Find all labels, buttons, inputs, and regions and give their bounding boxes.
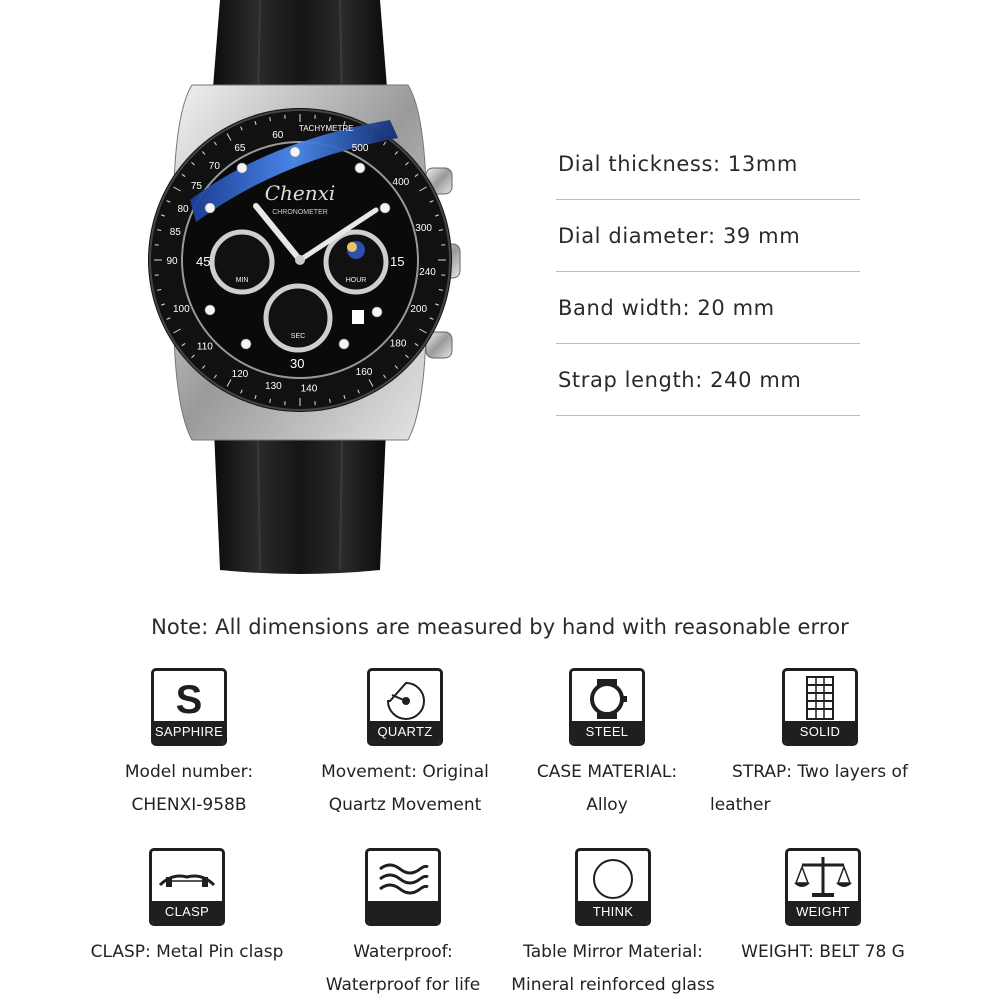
quartz-dial-icon	[370, 671, 440, 721]
steel-case-icon	[572, 671, 642, 721]
brand-logo: Chenxi	[265, 181, 336, 205]
brand-subtitle: CHRONOMETER	[272, 209, 328, 216]
bottom-strap	[214, 430, 386, 574]
badge-label: CLASP	[152, 901, 222, 923]
bezel-number: 200	[410, 304, 427, 315]
spec-dial-diameter: Dial diameter: 39 mm	[556, 200, 860, 272]
subdial-hour-label: HOUR	[346, 277, 367, 284]
spec-band-width: Band width: 20 mm	[556, 272, 860, 344]
feature-waterproof	[283, 848, 523, 1002]
bezel-number: 300	[415, 223, 432, 234]
feature-steel	[487, 668, 727, 822]
spec-list	[556, 128, 860, 416]
feature-line2: CHENXI-958B	[69, 789, 309, 822]
marker-45: 45	[196, 254, 210, 269]
bezel-number: 75	[191, 181, 203, 192]
weight-badge	[785, 848, 861, 926]
badge-label: WEIGHT	[788, 901, 858, 923]
badge-label: QUARTZ	[370, 721, 440, 743]
bezel-number: 70	[209, 161, 221, 172]
feature-line2: Quartz Movement	[285, 789, 525, 822]
bezel-number: 400	[393, 177, 410, 188]
marker-15: 15	[390, 254, 404, 269]
waterproof-badge	[365, 848, 441, 926]
subdial-sec	[266, 286, 330, 350]
subdial-min-label: MIN	[236, 277, 249, 284]
clasp-badge	[149, 848, 225, 926]
badge-label	[368, 901, 438, 923]
badge-label: THINK	[578, 901, 648, 923]
feature-line1: Waterproof:	[283, 936, 523, 969]
feature-mirror	[493, 848, 733, 1002]
badge-label: STEEL	[572, 721, 642, 743]
badge-label: SOLID	[785, 721, 855, 743]
feature-line1: Movement: Original	[285, 756, 525, 789]
sapphire-s-icon	[154, 671, 224, 721]
feature-line2: Mineral reinforced glass	[493, 969, 733, 1002]
waves-icon	[368, 851, 438, 901]
bezel-number: 85	[170, 227, 182, 238]
watch-image	[130, 0, 470, 575]
subdial-sec-label: SEC	[291, 333, 305, 340]
bezel-number: 110	[197, 342, 213, 353]
feature-line1: STRAP: Two layers of	[700, 756, 940, 789]
feature-line1: WEIGHT: BELT 78 G	[703, 936, 943, 969]
bezel-number: 120	[232, 369, 249, 380]
feature-sapphire	[69, 668, 309, 822]
badge-label: SAPPHIRE	[154, 721, 224, 743]
feature-weight	[703, 848, 943, 969]
feature-line1: CLASP: Metal Pin clasp	[67, 936, 307, 969]
bezel-number: 160	[356, 367, 373, 378]
feature-line1: Table Mirror Material:	[493, 936, 733, 969]
svg-text:S: S	[176, 678, 203, 721]
bezel-number: 60	[272, 130, 284, 141]
bezel-number: 500	[352, 143, 369, 154]
clasp-icon	[152, 851, 222, 901]
marker-30: 30	[290, 356, 304, 371]
solid-bracelet-icon	[785, 671, 855, 721]
feature-line2: Waterproof for life	[283, 969, 523, 1002]
measurement-note: Note: All dimensions are measured by hand with reasonable error	[0, 615, 1000, 639]
bezel-number: 65	[234, 143, 246, 154]
steel-badge	[569, 668, 645, 746]
feature-line1: Model number:	[69, 756, 309, 789]
spec-strap-length: Strap length: 240 mm	[556, 344, 860, 416]
feature-clasp	[67, 848, 307, 969]
sapphire-badge	[151, 668, 227, 746]
feature-line2: Alloy	[487, 789, 727, 822]
think-badge	[575, 848, 651, 926]
spec-dial-thickness: Dial thickness: 13mm	[556, 128, 860, 200]
bezel-number: 140	[301, 384, 318, 395]
solid-badge	[782, 668, 858, 746]
feature-line1: CASE MATERIAL:	[487, 756, 727, 789]
scale-icon	[788, 851, 858, 901]
feature-solid	[700, 668, 940, 822]
quartz-badge	[367, 668, 443, 746]
bezel-number: 240	[419, 267, 436, 278]
bezel-label: TACHYMETRE	[299, 124, 354, 133]
bezel-number: 130	[265, 381, 282, 392]
bezel-number: 80	[178, 204, 190, 215]
bezel-number: 180	[390, 338, 407, 349]
feature-line2: leather	[700, 789, 940, 822]
date-window	[352, 310, 364, 324]
bezel-number: 100	[173, 304, 190, 315]
circle-mirror-icon	[578, 851, 648, 901]
bezel-number: 90	[166, 256, 178, 267]
